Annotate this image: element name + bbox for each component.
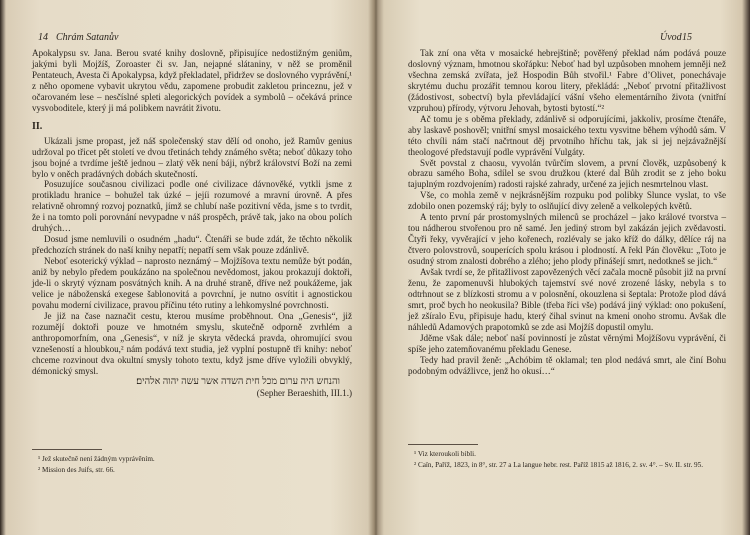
footnote: ² Mission des Juifs, str. 66. <box>38 465 115 474</box>
hebrew-quote: והנחש היה ערום מכל חית השדה אשר עשה יהוה אלהים׃ <box>136 375 340 387</box>
left-body <box>32 48 352 399</box>
paragraph: Ukázali jsme propast, jež náš společenský stav dělí od onoho, jež Ramův genius udržoval po třicet pět století ve dvou třetinách tehdy známého světa; neboť důkazy toho jsou bojné a tvrdíme ještě jednou – zlatý věk není báji, nýbrž království Boží na zemi bylo v oněch pradávných dobách skutečností. <box>32 135 352 179</box>
paragraph: Ač tomu je s oběma překlady, zdánlivě si odporujícími, jakkoliv, prosíme čtenáře, aby laskavě poshověl; vnitřní smysl mosaického textu vysvitne během výhodů sám. V této chvíli nám stačí načrtnout děj prvotního hříchu tak, jak si jej nejzávažnější theologové představují podle vyprávění Vulgáty. <box>408 113 726 157</box>
paragraph: Dosud jsme nemluvili o osudném „hadu“. Čtenáři se bude zdát, že těchto několik předchozích stránek do naší knihy nepatří; nepatří sem však pouze zdánlivě. <box>32 234 352 256</box>
footnote-rule <box>32 449 102 450</box>
paragraph: Jděme však dále; neboť naší povinností je zůstat věrnými Mojžíšovu vyprávění, či spíše jeho zatemňovanému překladu Genese. <box>408 332 726 354</box>
left-page <box>14 0 364 535</box>
footnote: ² Caïn, Paříž, 1823, in 8°, str. 27 a La langue hebr. rest. Paříž 1815 až 1816, 2. sv. 4°. – Sv. II. str. 95. <box>414 460 704 469</box>
paragraph: Svět povstal z chaosu, vyvolán tvůrčím slovem, a první člověk, uzpůsobený k obrazu samého Boha, sdílel se svou družkou (které dal Bůh zrodit se z jeho boku tajuplným rozdvojením) radosti rajské zahrady, určené za jejich nesmrtelnou vlast. <box>408 157 726 190</box>
left-footnotes <box>38 454 348 475</box>
paragraph: Tak zní ona věta v mosaické hebrejštině; pověřený překlad nám podává pouze doslovný význam, hmotnou skořápku: Neboť had byl uzpůsoben mnohem jemněji než všechna zemská zvířata, jež Hospodin Bůh stvořil.¹ Fabre d’Olivet, ponechávaje skrytému duchu prozářit temnou korou litery, překládá: „Neboť prvotní přitažlivost (žádostivost, sobectví) byla převládající vášní všeho elementárního života (vnitřní vzpruhou) přírody, výtvoru Jehovah, bytosti bytostí.“² <box>408 48 726 113</box>
paragraph: Je již na čase naznačit cestu, kterou musíme proběhnout. Ona „Genesis“, již rozumějí doktoři pouze ve hmotném smyslu, skutečně odporně zvrhlém a anthropomorfním, ona „Genesis“, v níž je skryta vědecká pravda, ohromující svou vznešeností a hloubkou,² nám podává text studia, jež vyplní postupně tři knihy: neboť chceme rozvinout dva okultní smysly tohoto textu, když jsme dříve vyložili obvyklý, démonický smysl. <box>32 310 352 376</box>
paragraph: Vše, co mohla země v nejkrásnějším rozpuku pod polibky Slunce vyslat, to vše zdobilo onen pozemský ráj; byly to oslňující divy zeleně a velkolepých květů. <box>408 190 726 212</box>
footnote-rule <box>408 444 478 445</box>
paragraph: Posuzujíce současnou civilizaci podle oné civilizace dávnověké, vytkli jsme z protikladu hranice – bohužel tak úzké – jejíi rozumové a mravní úrovně. A přes relativně ohromný rozvoj poznatků, jímž se chlubí naše pozitivní věda, jsme s to tvrdit, že i na tomto poli porovnání nevypadne v náš prospěch, právě tak, jako na obou polích druhých… <box>32 179 352 234</box>
paragraph: Tedy had pravil ženě: „Achóbim tě oklamal; ten plod nedává smrt, ale činí Bohu podobným odvážlivce, jenž ho okusí…“ <box>408 354 726 376</box>
paragraph: Apokalypsu sv. Jana. Berou svaté knihy doslovně, připisujíce nedostižným geniům, jakými byli Mojžíš, Zoroaster či sv. Jan, nejapné slátaniny, v něž se proměnil Pentateuch, Avesta či Apokalypsa, když překladatel, přidržev se doslovného vyprávění,¹ z něho opomene vybavit ukrytou vědu, zapomene probudit zakletou princeznu, jež v očarovaném lese – nesčíslné spleti alegorických povídek a symbolů – očekává prince vysvoboditele, který ji má polibkem navrátit životu. <box>32 48 352 113</box>
quote-source: (Sepher Beraeshith, III.1.) <box>256 387 352 398</box>
right-running-head: Úvod <box>660 32 682 43</box>
right-body <box>408 48 726 377</box>
right-page <box>386 0 738 535</box>
left-page-number: 14 <box>38 32 48 43</box>
right-page-number: 15 <box>682 32 692 43</box>
right-footnotes <box>414 449 726 470</box>
section-heading: II. <box>32 120 43 132</box>
paragraph: Avšak tvrdí se, že přitažlivost zapovězených věcí začala mocně působit již na první ženu, že zapomenuvši hlubokých tajemství své nové zrozené lásky, nebyla s to odtrhnout se z blízkosti stromu a v polosnění, okouzlena si šeptala: Protože plod dává smrt, proč bych ho neokusila? Bible (třeba říci vše) podává jiný výklad: ono pokušení, jež zšíralo Evu, připisuje hadu, který čihal svinut na kmeni onoho stromu. Avšak dle náhledů Adamových prapotomků se zde asi Mojžíš dopustil omylu. <box>408 267 726 332</box>
footnote: ¹ Viz kteroukoli bibli. <box>414 450 476 458</box>
left-running-head: Chrám Satanův <box>56 32 119 43</box>
paragraph: Neboť esoterický výklad – naprosto neznámý – Mojžíšova textu nemůže být podán, aniž by nebylo předem poukázáno na společnou nevědomost, jakou prokazují doktoři, jde-li o skrytý význam posvátných knih. A na druhé straně, dříve než poukážeme, jak velice je náboženská exegese šablonovitá a povrchní, je nutno osvítit i agnostickou povahu moderní civilizace, pravou příčinu této rutiny a lehkomyslné povrchnosti. <box>32 256 352 310</box>
paragraph: A tento první pár prostomyslných milenců se procházel – jako králové tvorstva – tou nádherou stvořenou pro ně samé. Jen jediný strom byl zakázán jejich zvědavosti. Čtyři řeky, vyvěrající v jeho kořenech, rozlévaly se jako kříž do dálky, dělíce ráj na čtvero polovstrovů, souperících spolu krásou i plodností. A řekl Pán člověku: „Toto je osudný strom znalosti dobrého a zlého; jeho plody přinášejí smrt, nedotkneš se jich.“ <box>408 212 726 267</box>
footnote: ¹ Jež skutečně není žádným vyprávěním. <box>38 455 155 463</box>
